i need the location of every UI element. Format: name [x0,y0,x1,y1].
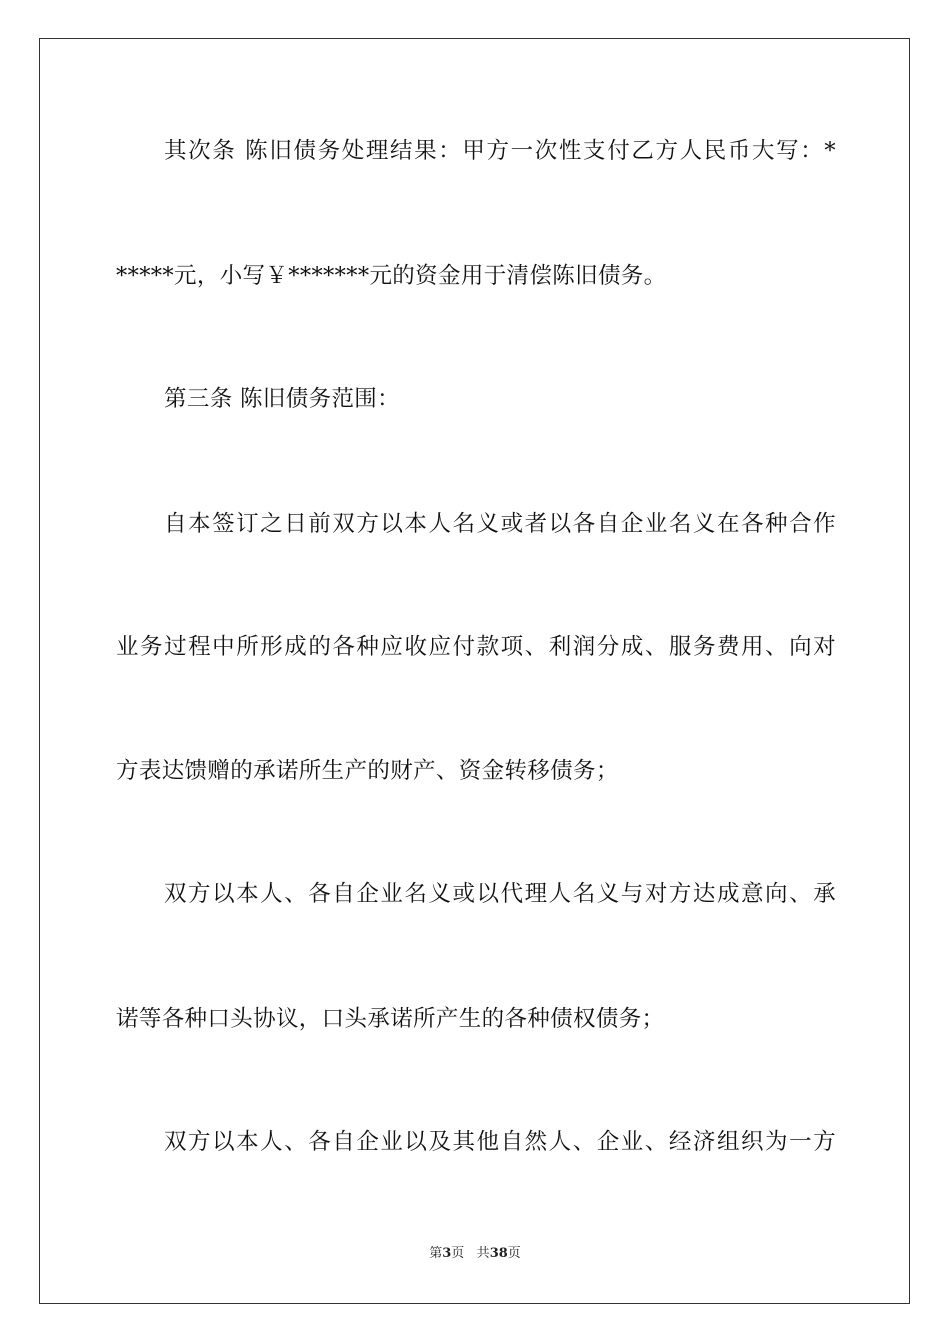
page-number: 3 [442,1246,452,1261]
total-prefix: 共 [476,1246,490,1261]
page-border [39,38,910,1304]
paragraph-line: 业务过程中所形成的各种应收应付款项、利润分成、服务费用、向对 [116,634,836,660]
paragraph-line: 双方以本人、各自企业以及其他自然人、企业、经济组织为一方 [164,1129,836,1155]
paragraph-line: 其次条 陈旧债务处理结果：甲方一次性支付乙方人民币大写：* [164,138,836,164]
paragraph-line: 方表达馈赠的承诺所生产的财产、资金转移债务； [116,758,619,784]
total-pages: 38 [489,1246,508,1261]
article-heading: 第三条 陈旧债务范围： [164,386,401,412]
paragraph-line: 诺等各种口头协议，口头承诺所产生的各种债权债务； [116,1006,665,1032]
paragraph-line: 双方以本人、各自企业名义或以代理人名义与对方达成意向、承 [164,881,836,907]
page-prefix: 第 [429,1246,443,1261]
page-footer [0,1245,950,1263]
total-suffix: 页 [507,1246,521,1261]
page-suffix: 页 [451,1246,465,1261]
paragraph-line: 自本签订之日前双方以本人名义或者以各自企业名义在各种合作 [164,511,836,537]
paragraph-line: *****元，小写￥*******元的资金用于清偿陈旧债务。 [116,263,667,289]
